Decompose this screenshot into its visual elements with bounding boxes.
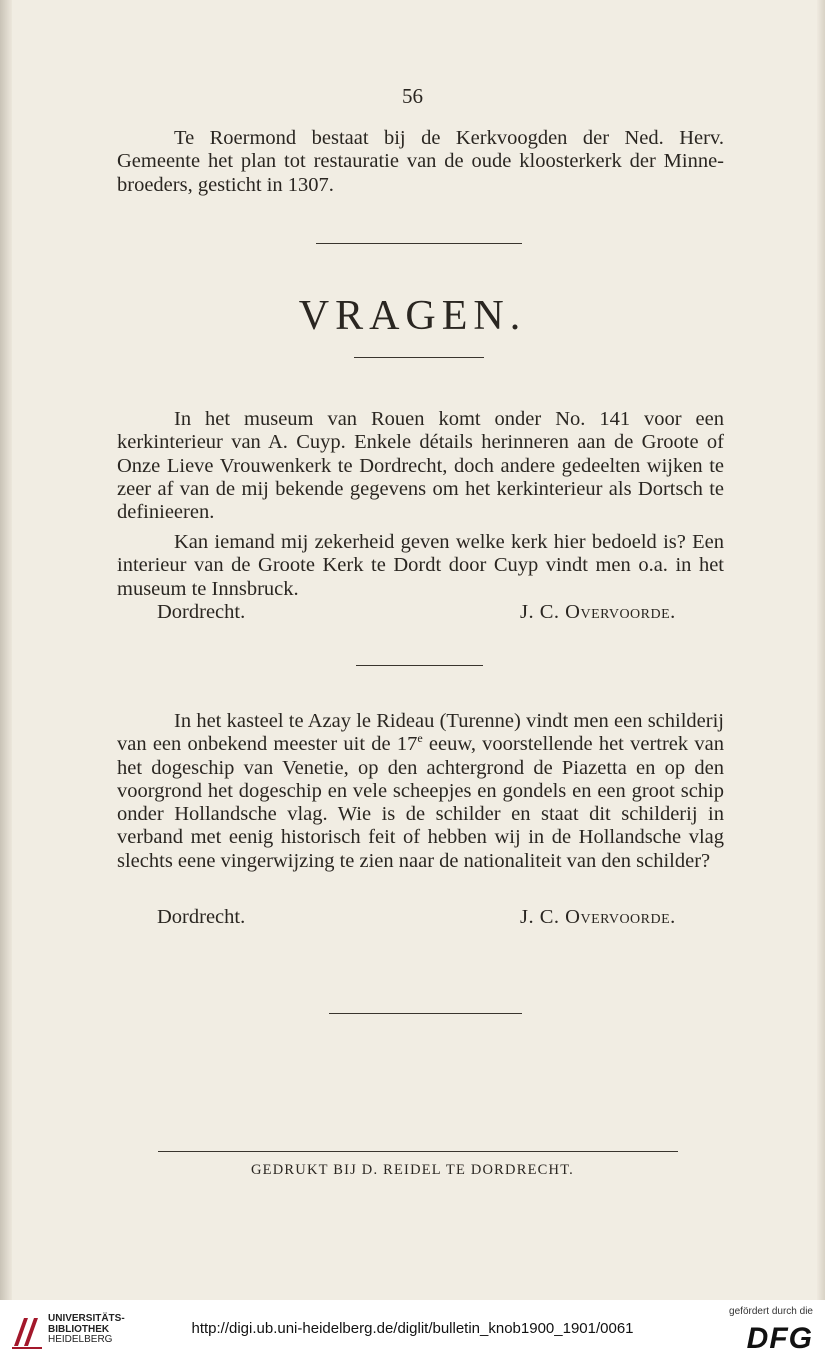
question2-paragraph [117, 710, 724, 873]
page-edge-shadow [817, 0, 825, 1300]
separator-rule [316, 243, 522, 244]
question1-signature [117, 601, 724, 625]
page-number: 56 [402, 84, 423, 108]
page-binding-shadow [0, 0, 12, 1300]
library-line-3: HEIDELBERG [48, 1334, 113, 1345]
question1-paragraph2: Kan iemand mij zekerheid geven welke kerk hier bedoeld is? Een interieur van de Groote Kerk te Dordt door Cuyp vindt men o.a. in het museum te Innsbruck. [117, 531, 724, 600]
library-line-1: UNIVERSITÄTS- [48, 1313, 125, 1324]
colophon-rule [158, 1151, 678, 1152]
funder-caption: gefördert durch die [729, 1306, 813, 1317]
printer-colophon: GEDRUKT BIJ D. REIDEL TE DORDRECHT. [251, 1162, 574, 1178]
question2-text-start: In het kasteel te Azay le Rideau (Turenne) vindt men een schilderij van een onbekend meester uit de 17 [117, 710, 724, 756]
section-heading: VRAGEN. [298, 293, 527, 339]
permalink-url[interactable]: http://digi.ub.uni-heidelberg.de/diglit/bulletin_knob1900_1901/0061 [191, 1320, 634, 1337]
question2-signature [117, 906, 724, 930]
digitization-footer [0, 1300, 825, 1361]
signature-place: Dordrecht. [157, 601, 246, 623]
separator-rule [356, 665, 483, 666]
signature-author: J. C. Overvoorde. [520, 601, 676, 623]
library-line-2: BIBLIOTHEK [48, 1323, 110, 1335]
intro-paragraph: Te Roermond bestaat bij de Kerkvoogden der Ned. Herv. Gemeente het plan tot restauratie van de oude kloosterkerk der Minne-broeders, gesticht in 1307. [117, 127, 724, 196]
question1-paragraph1: In het museum van Rouen komt onder No. 141 voor een kerkinterieur van A. Cuyp. Enkele détails herinneren aan de Groote of Onze Lieve Vrouwenkerk te Dordrecht, doch andere gedeelten wijken te zeer af van de mij bekende gegevens om het kerkinterieur als Dortsch te definieeren. [117, 408, 724, 524]
century-superscript: e [417, 731, 423, 746]
signature-place: Dordrecht. [157, 906, 246, 928]
question2-text-rest: eeuw, voorstellende het vertrek van het dogeschip van Venetie, op den achtergrond de Piazetta en op den voorgrond het dogeschip en vele scheepjes en gondels en een groot schip onder Hollandsche vlag. Wie is de schilder en staat dit schilderij in verband met eenig historisch feit of hebben wij in de Hollandsche vlag slechts eene vingerwijzing te zien naar de nationaliteit van den schilder? [117, 733, 724, 872]
dfg-logo: DFG [746, 1322, 813, 1355]
separator-rule [329, 1013, 522, 1014]
heading-underline [354, 357, 484, 358]
signature-author: J. C. Overvoorde. [520, 906, 676, 928]
